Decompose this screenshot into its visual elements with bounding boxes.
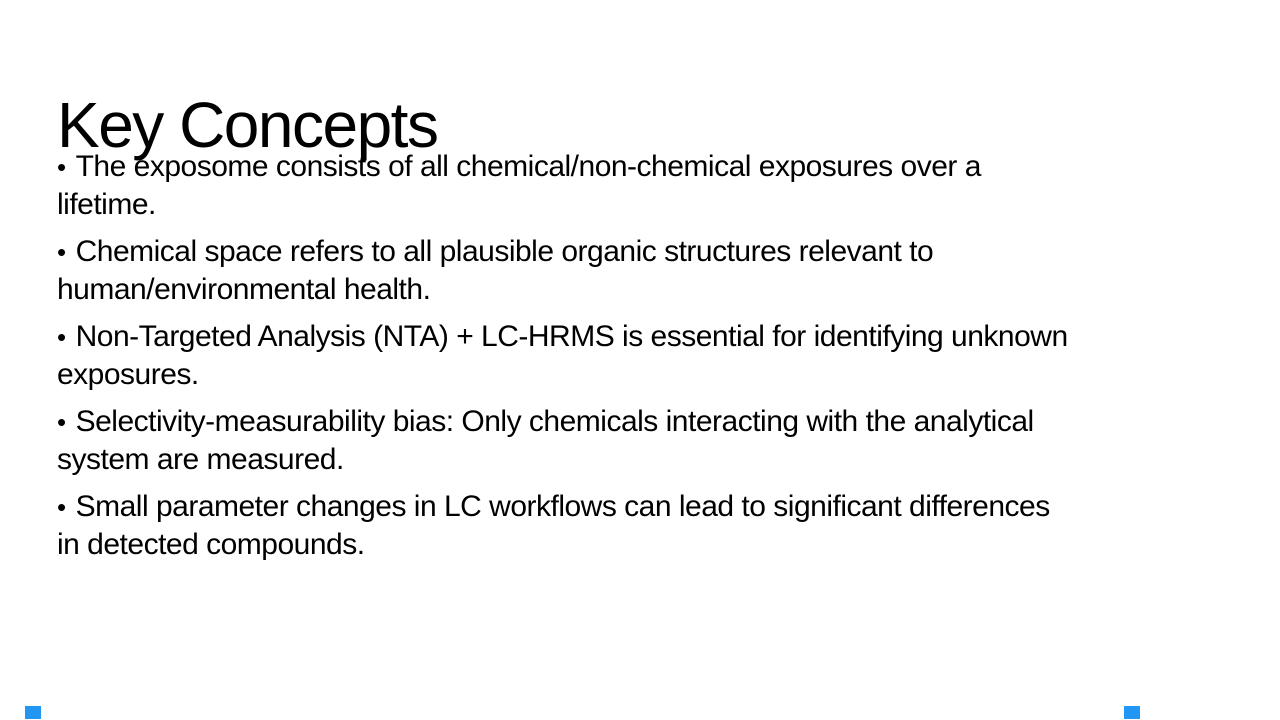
accent-square-right xyxy=(1124,706,1140,719)
accent-square-left xyxy=(25,706,41,719)
bullet-dot-icon: • xyxy=(57,237,66,267)
bullet-item xyxy=(57,148,1227,224)
bullet-line xyxy=(57,320,1068,353)
bullet-line: human/environmental health. xyxy=(57,273,431,306)
bullet-text: Small parameter changes in LC workflows can lead to significant differences xyxy=(75,490,1050,523)
bullet-line: in detected compounds. xyxy=(57,528,365,561)
bullet-item xyxy=(57,318,1227,394)
bullet-text: Non-Targeted Analysis (NTA) + LC-HRMS is essential for identifying unknown xyxy=(75,320,1068,353)
bullet-line: exposures. xyxy=(57,358,199,391)
bullet-text: The exposome consists of all chemical/non-chemical exposures over a xyxy=(75,150,981,183)
bullet-text: Selectivity-measurability bias: Only chemicals interacting with the analytical xyxy=(75,405,1034,438)
bullet-line xyxy=(57,235,933,268)
bullet-item xyxy=(57,403,1227,479)
bullet-line: lifetime. xyxy=(57,188,156,221)
bullet-dot-icon: • xyxy=(57,407,66,437)
bullet-dot-icon: • xyxy=(57,152,66,182)
bullet-item xyxy=(57,233,1227,309)
bullet-line: system are measured. xyxy=(57,443,344,476)
bullet-dot-icon: • xyxy=(57,492,66,522)
bullet-list xyxy=(57,148,1227,573)
bullet-line xyxy=(57,405,1034,438)
bullet-line xyxy=(57,150,981,183)
bullet-line xyxy=(57,490,1050,523)
bullet-text: Chemical space refers to all plausible organic structures relevant to xyxy=(75,235,934,268)
bullet-dot-icon: • xyxy=(57,322,66,352)
slide-title: Key Concepts xyxy=(57,88,438,161)
bullet-item xyxy=(57,488,1227,564)
